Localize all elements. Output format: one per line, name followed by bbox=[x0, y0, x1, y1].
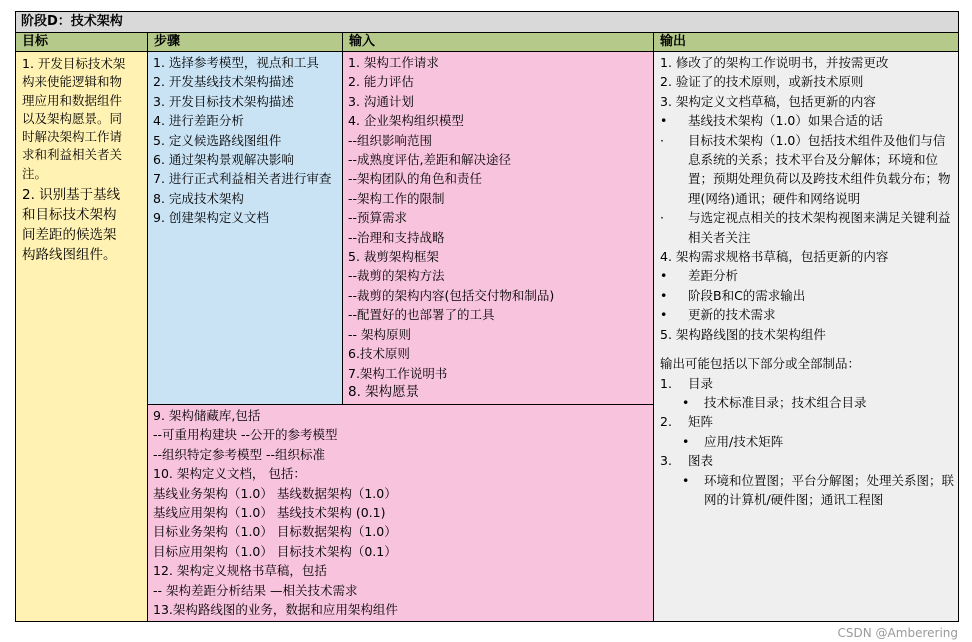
artifact-number: 3. bbox=[660, 453, 672, 469]
input-item: 9. 架构储藏库,包括 bbox=[153, 408, 261, 423]
input-item: --架构团队的角色和责任 bbox=[348, 171, 483, 187]
output-item: 5. 架构路线图的技术架构组件 bbox=[660, 326, 826, 342]
output-bullet bbox=[660, 305, 954, 324]
input-item: --治理和支持战略 bbox=[348, 229, 445, 245]
inputs-cell bbox=[343, 52, 654, 405]
goal-line: 时解决架构工作请 bbox=[22, 129, 123, 145]
header-outputs: 输出 bbox=[654, 33, 958, 52]
goal-line: 以及架构愿景。同 bbox=[22, 110, 123, 126]
input-item: --组织特定参考模型 --组织标准 bbox=[153, 446, 326, 462]
input-item: 8. 架构愿景 bbox=[348, 383, 420, 400]
bullet-text: 与选定视点相关的技术架构视图来满足关键利益相关者关注 bbox=[688, 210, 951, 245]
artifact-number: 2. bbox=[660, 414, 672, 430]
artifact-label: 矩阵 bbox=[688, 414, 714, 430]
bullet-mark: • bbox=[682, 394, 690, 410]
bullet-mark: · bbox=[660, 132, 664, 148]
output-bullet bbox=[660, 208, 954, 247]
artifact-item bbox=[660, 451, 954, 470]
bullet-mark: • bbox=[660, 268, 668, 284]
step-item: 2. 开发基线技术架构描述 bbox=[153, 74, 294, 90]
output-item: 3. 架构定义文档草稿，包括更新的内容 bbox=[660, 93, 876, 109]
output-item: 4. 架构需求规格书草稿，包括更新的内容 bbox=[660, 249, 889, 265]
input-item: --可重用构建块 --公开的参考模型 bbox=[153, 427, 338, 443]
input-item: 1. 架构工作请求 bbox=[348, 55, 439, 70]
goal-line: 2. 识别基于基线 bbox=[22, 187, 121, 204]
input-item: --成熟度评估,差距和解决途径 bbox=[348, 152, 511, 168]
input-item: 4. 企业架构组织模型 bbox=[348, 113, 464, 129]
artifact-sub-text: 环境和位置图；平台分解图；处理关系图；联网的计算机/硬件图；通讯工程图 bbox=[704, 472, 955, 507]
input-item: 12. 架构定义规格书草稿，包括 bbox=[153, 563, 327, 579]
header-goal: 目标 bbox=[16, 33, 148, 52]
step-item: 5. 定义候选路线图组件 bbox=[153, 132, 282, 148]
input-item: 7.架构工作说明书 bbox=[348, 365, 448, 381]
technical-architecture-table bbox=[15, 11, 959, 622]
input-item: 目标应用架构（1.0） 目标技术架构（0.1） bbox=[153, 543, 397, 559]
artifacts-intro: 输出可能包括以下部分或全部制品： bbox=[660, 356, 861, 372]
bullet-mark: • bbox=[682, 472, 690, 488]
input-item: -- 架构差距分析结果 —相关技术需求 bbox=[153, 582, 358, 598]
inputs-continued-cell bbox=[148, 405, 654, 621]
bullet-mark: · bbox=[660, 210, 664, 226]
artifact-sub-item bbox=[660, 432, 954, 451]
goal-line: 1. 开发目标技术架 bbox=[22, 56, 126, 71]
input-item: --配置好的也部署了的工具 bbox=[348, 307, 495, 323]
input-item: 13.架构路线图的业务，数据和应用架构组件 bbox=[153, 602, 398, 618]
input-item: --裁剪的架构内容(包括交付物和制品) bbox=[348, 287, 555, 303]
input-item: --预算需求 bbox=[348, 210, 408, 226]
goal-line: 间差距的候选架 bbox=[22, 227, 117, 244]
goal-line: 理应用和数据组件 bbox=[22, 92, 123, 108]
goal-line: 注。 bbox=[22, 165, 48, 181]
output-bullet bbox=[660, 111, 954, 130]
bullet-text: 阶段B和C的需求输出 bbox=[688, 287, 806, 303]
watermark: CSDN @Amberering bbox=[837, 626, 958, 640]
output-item: 1. 修改了的架构工作说明书，并按需更改 bbox=[660, 55, 889, 70]
artifact-sub-text: 技术标准目录；技术组合目录 bbox=[704, 394, 867, 410]
header-steps: 步骤 bbox=[148, 33, 343, 52]
step-item: 6. 通过架构景观解决影响 bbox=[153, 152, 294, 168]
artifact-sub-item bbox=[660, 393, 954, 412]
output-bullet bbox=[660, 266, 954, 285]
spacer bbox=[660, 344, 954, 354]
step-item: 8. 完成技术架构 bbox=[153, 190, 244, 206]
step-item: 4. 进行差距分析 bbox=[153, 113, 244, 129]
goal-cell bbox=[16, 52, 148, 621]
bullet-text: 更新的技术需求 bbox=[688, 307, 776, 323]
output-bullet bbox=[660, 286, 954, 305]
artifact-sub-text: 应用/技术矩阵 bbox=[704, 433, 784, 449]
bullet-mark: • bbox=[682, 433, 690, 449]
artifact-label: 图表 bbox=[688, 453, 714, 469]
output-item: 2. 验证了的技术原则，或新技术原则 bbox=[660, 74, 864, 90]
bullet-mark: • bbox=[660, 307, 668, 323]
input-item: 目标业务架构（1.0） 目标数据架构（1.0） bbox=[153, 524, 397, 540]
bullet-mark: • bbox=[660, 113, 668, 129]
input-item: 基线业务架构（1.0） 基线数据架构（1.0） bbox=[153, 485, 397, 501]
artifact-number: 1. bbox=[660, 375, 672, 391]
steps-cell bbox=[148, 52, 343, 405]
bullet-mark: • bbox=[660, 287, 668, 303]
goal-line: 构来使能逻辑和物 bbox=[22, 74, 123, 90]
input-item: --架构工作的限制 bbox=[348, 190, 445, 206]
output-bullet bbox=[660, 131, 954, 209]
bullet-text: 基线技术架构（1.0）如果合适的话 bbox=[688, 113, 883, 129]
input-item: 10. 架构定义文档， 包括： bbox=[153, 466, 306, 482]
outputs-cell bbox=[654, 52, 958, 621]
input-item: 3. 沟通计划 bbox=[348, 93, 414, 109]
goal-line: 构路线图组件。 bbox=[22, 247, 117, 264]
step-item: 3. 开发目标技术架构描述 bbox=[153, 93, 294, 109]
artifact-sub-item bbox=[660, 471, 954, 510]
artifact-item bbox=[660, 374, 954, 393]
step-item: 7. 进行正式利益相关者进行审查 bbox=[153, 171, 332, 187]
input-item: 6.技术原则 bbox=[348, 346, 410, 362]
header-inputs: 输入 bbox=[343, 33, 654, 52]
input-item: --裁剪的架构方法 bbox=[348, 268, 445, 284]
goal-line: 和目标技术架构 bbox=[22, 207, 117, 224]
input-item: --组织影响范围 bbox=[348, 132, 433, 148]
input-item: 2. 能力评估 bbox=[348, 74, 414, 90]
goal-line: 求和利益相关者关 bbox=[22, 147, 123, 163]
bullet-text: 差距分析 bbox=[688, 268, 739, 284]
input-item: 5. 裁剪架构框架 bbox=[348, 249, 439, 265]
table-title: 阶段D：技术架构 bbox=[16, 12, 958, 33]
step-item: 9. 创建架构定义文档 bbox=[153, 210, 269, 226]
input-item: -- 架构原则 bbox=[348, 326, 411, 342]
artifact-label: 目录 bbox=[688, 375, 714, 391]
bullet-text: 目标技术架构（1.0）包括技术组件及他们与信息系统的关系；技术平台及分解体；环境和位置；预期处理负荷以及跨技术组件负载分布；物理(网络)通讯；硬件和网络说明 bbox=[688, 132, 951, 206]
input-item: 基线应用架构（1.0） 基线技术架构 (0.1) bbox=[153, 505, 386, 521]
artifact-item bbox=[660, 412, 954, 431]
step-item: 1. 选择参考模型，视点和工具 bbox=[153, 55, 319, 70]
